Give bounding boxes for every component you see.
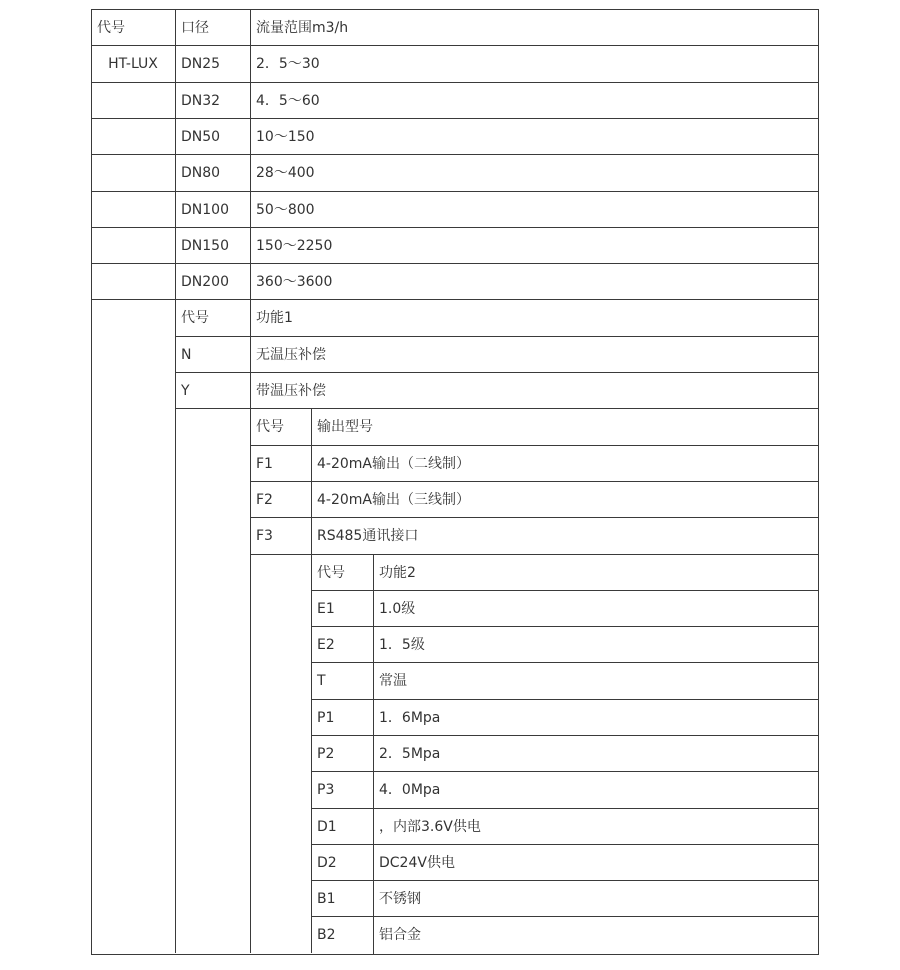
function2-desc: 4．0Mpa xyxy=(379,782,441,798)
function2-header-code: 代号 xyxy=(317,565,345,581)
diameter-code: DN150 xyxy=(181,238,229,254)
row-divider xyxy=(175,372,818,373)
column-divider xyxy=(250,9,251,408)
function1-header-code: 代号 xyxy=(181,310,209,326)
function2-code: B1 xyxy=(317,891,336,907)
row-divider xyxy=(91,191,818,192)
flow-range-value: 28～400 xyxy=(256,165,315,181)
flow-range-value: 150～2250 xyxy=(256,238,333,254)
function2-desc: DC24V供电 xyxy=(379,855,455,871)
output-header-label: 输出型号 xyxy=(317,419,373,435)
row-divider xyxy=(250,445,818,446)
diameter-code: DN100 xyxy=(181,202,229,218)
output-code: F2 xyxy=(256,492,273,508)
flow-range-value: 10～150 xyxy=(256,129,315,145)
function2-header-label: 功能2 xyxy=(379,565,416,581)
row-divider xyxy=(91,118,818,119)
function1-header-label: 功能1 xyxy=(256,310,293,326)
model-code: HT-LUX xyxy=(108,56,158,72)
function2-desc: ，内部3.6V供电 xyxy=(379,819,481,835)
function2-desc: 不锈钢 xyxy=(379,891,421,907)
row-divider xyxy=(311,699,818,700)
row-divider xyxy=(91,299,818,300)
column-divider xyxy=(311,408,312,953)
output-code: F3 xyxy=(256,528,273,544)
function2-code: T xyxy=(317,673,326,689)
function2-desc: 1.0级 xyxy=(379,601,416,617)
diameter-code: DN50 xyxy=(181,129,221,145)
diameter-code: DN200 xyxy=(181,274,229,290)
row-divider xyxy=(250,481,818,482)
header-code: 代号 xyxy=(97,20,125,36)
output-desc: RS485通讯接口 xyxy=(317,528,419,544)
row-divider xyxy=(175,408,818,409)
function2-code: D2 xyxy=(317,855,337,871)
function1-code: N xyxy=(181,347,192,363)
row-divider xyxy=(311,590,818,591)
row-divider xyxy=(311,771,818,772)
function1-desc: 带温压补偿 xyxy=(256,383,326,399)
header-diameter: 口径 xyxy=(181,20,209,36)
column-divider xyxy=(250,408,251,953)
function2-desc: 常温 xyxy=(379,673,407,689)
row-divider xyxy=(91,227,818,228)
spec-table xyxy=(91,9,819,955)
function2-code: D1 xyxy=(317,819,337,835)
diameter-code: DN80 xyxy=(181,165,221,181)
function2-code: E2 xyxy=(317,637,335,653)
function2-code: P2 xyxy=(317,746,335,762)
row-divider xyxy=(311,916,818,917)
function2-desc: 1．5级 xyxy=(379,637,425,653)
row-divider xyxy=(250,554,818,555)
function2-code: B2 xyxy=(317,927,336,943)
flow-range-value: 2．5～30 xyxy=(256,56,320,72)
row-divider xyxy=(250,517,818,518)
flow-range-value: 50～800 xyxy=(256,202,315,218)
output-code: F1 xyxy=(256,456,273,472)
row-divider xyxy=(91,263,818,264)
output-header-code: 代号 xyxy=(256,419,284,435)
flow-range-value: 360～3600 xyxy=(256,274,333,290)
function1-desc: 无温压补偿 xyxy=(256,347,326,363)
output-desc: 4-20mA输出（三线制） xyxy=(317,492,470,508)
diameter-code: DN32 xyxy=(181,93,221,109)
diameter-code: DN25 xyxy=(181,56,221,72)
output-desc: 4-20mA输出（二线制） xyxy=(317,456,470,472)
function2-desc: 2．5Mpa xyxy=(379,746,441,762)
function2-code: P1 xyxy=(317,710,335,726)
row-divider xyxy=(311,626,818,627)
row-divider xyxy=(311,808,818,809)
column-divider xyxy=(175,9,176,953)
function2-code: E1 xyxy=(317,601,335,617)
function2-desc: 1．6Mpa xyxy=(379,710,441,726)
row-divider xyxy=(311,880,818,881)
table-frame xyxy=(91,9,819,955)
row-divider xyxy=(91,82,818,83)
row-divider xyxy=(175,336,818,337)
row-divider xyxy=(91,154,818,155)
row-divider xyxy=(91,45,818,46)
column-divider xyxy=(373,554,374,954)
row-divider xyxy=(311,662,818,663)
flow-range-value: 4．5～60 xyxy=(256,93,320,109)
function2-desc: 铝合金 xyxy=(379,927,421,943)
function1-code: Y xyxy=(181,383,190,399)
row-divider xyxy=(311,844,818,845)
header-flow-range: 流量范围m3/h xyxy=(256,20,349,36)
row-divider xyxy=(311,735,818,736)
function2-code: P3 xyxy=(317,782,335,798)
